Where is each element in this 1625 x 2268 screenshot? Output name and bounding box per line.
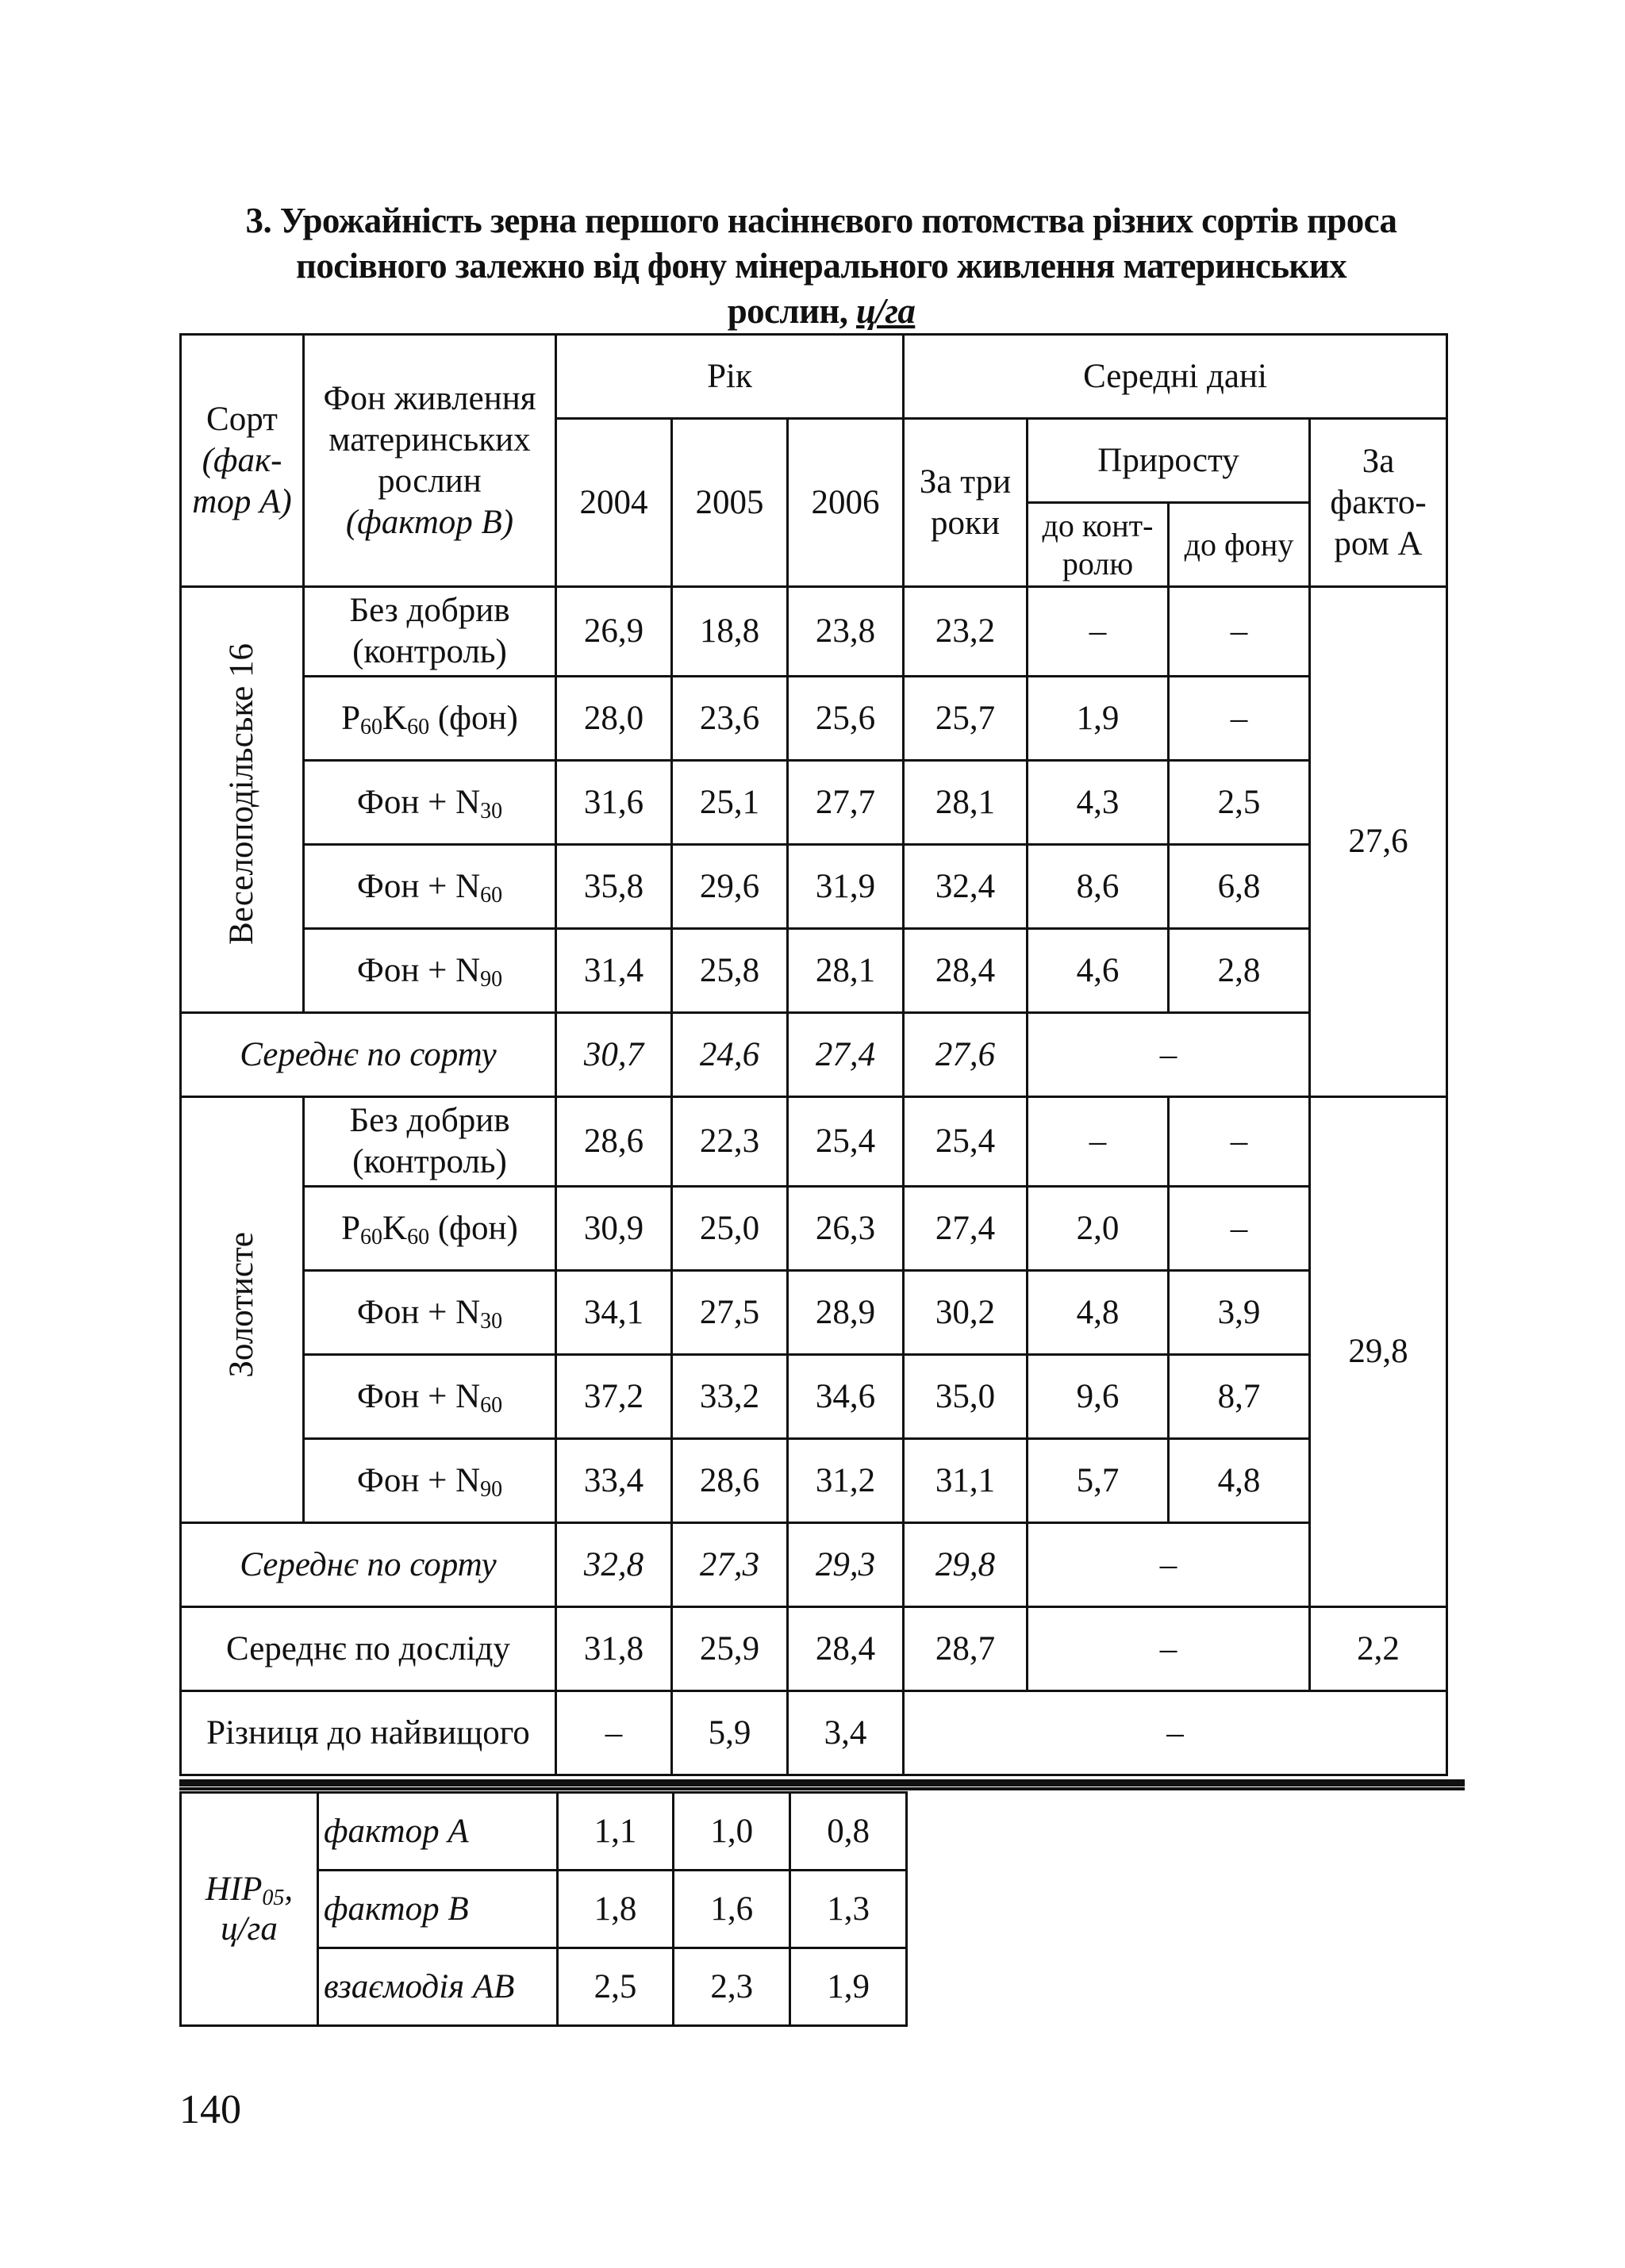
value-cell: 23,2 xyxy=(904,587,1028,677)
value-cell: – xyxy=(1028,587,1169,677)
value-cell: 32,4 xyxy=(904,845,1028,929)
group-name-cell xyxy=(181,587,304,1013)
table-row xyxy=(181,845,1447,929)
value-cell: 29,6 xyxy=(672,845,788,929)
fon-cell: Фон + $N_{30}$ xyxy=(304,1271,556,1355)
header-to-control: до конт-ролю xyxy=(1028,503,1169,587)
dash-cell: – xyxy=(1028,1523,1310,1607)
table-row xyxy=(181,587,1447,677)
value-cell: 28,0 xyxy=(556,677,672,761)
table-row xyxy=(181,1355,1447,1439)
value-cell: 22,3 xyxy=(672,1097,788,1187)
value-cell: 3,4 xyxy=(788,1691,904,1775)
value-cell: 28,6 xyxy=(672,1439,788,1523)
table-caption xyxy=(175,198,1468,334)
factor-avg-cell: 27,6 xyxy=(1310,587,1447,1097)
value-cell: 28,4 xyxy=(788,1607,904,1691)
value-cell: 27,4 xyxy=(904,1187,1028,1271)
value-cell: 6,8 xyxy=(1169,845,1310,929)
value-cell: – xyxy=(556,1691,672,1775)
table-row xyxy=(181,1793,907,1871)
value-cell: 33,2 xyxy=(672,1355,788,1439)
experiment-average-row xyxy=(181,1607,1447,1691)
value-cell: 2,0 xyxy=(1028,1187,1169,1271)
value-cell: 0,8 xyxy=(790,1793,907,1871)
value-cell: 28,9 xyxy=(788,1271,904,1355)
value-cell: 18,8 xyxy=(672,587,788,677)
value-cell: 32,8 xyxy=(556,1523,672,1607)
value-cell: 29,3 xyxy=(788,1523,904,1607)
table-row xyxy=(181,677,1447,761)
lsd-row-label: фактор А xyxy=(317,1793,557,1871)
fon-cell: Фон + $N_{60}$ xyxy=(304,845,556,929)
fon-cell: Фон + $N_{90}$ xyxy=(304,929,556,1013)
lsd-row-label: взаємодія АВ xyxy=(317,1948,557,2026)
value-cell: 24,6 xyxy=(672,1013,788,1097)
value-cell: 4,8 xyxy=(1028,1271,1169,1355)
value-cell: 33,4 xyxy=(556,1439,672,1523)
value-cell: 31,1 xyxy=(904,1439,1028,1523)
fon-cell: Фон + $N_{90}$ xyxy=(304,1439,556,1523)
value-cell: 25,9 xyxy=(672,1607,788,1691)
header-year: Рік xyxy=(556,335,904,419)
value-cell: 28,6 xyxy=(556,1097,672,1187)
table-row xyxy=(181,1439,1447,1523)
yield-table xyxy=(179,333,1448,1776)
double-rule xyxy=(179,1779,1465,1790)
value-cell: 29,8 xyxy=(904,1523,1028,1607)
header-to-fon: до фону xyxy=(1169,503,1310,587)
group-average-row xyxy=(181,1523,1447,1607)
caption-line-1: 3. Урожайність зерна першого насіннєвого потомства різних сортів проса xyxy=(245,201,1397,240)
dash-cell: – xyxy=(1028,1013,1310,1097)
value-cell: 27,7 xyxy=(788,761,904,845)
value-cell: 23,6 xyxy=(672,677,788,761)
value-cell: 26,9 xyxy=(556,587,672,677)
dash-cell: – xyxy=(1028,1607,1310,1691)
value-cell: 31,9 xyxy=(788,845,904,929)
value-cell: 2,5 xyxy=(557,1948,674,2026)
value-cell: 31,8 xyxy=(556,1607,672,1691)
caption-unit: ц/га xyxy=(856,291,916,331)
group-average-row xyxy=(181,1013,1447,1097)
difference-row xyxy=(181,1691,1447,1775)
value-cell: 34,6 xyxy=(788,1355,904,1439)
header-by-factor: За факто-ром А xyxy=(1310,419,1447,587)
fon-cell: $P_{60}K_{60}$ (фон) xyxy=(304,677,556,761)
value-cell: 9,6 xyxy=(1028,1355,1169,1439)
value-cell: – xyxy=(1169,1097,1310,1187)
value-cell: 35,8 xyxy=(556,845,672,929)
header-fon: Фон живлення материнських рослин (фактор В) xyxy=(304,335,556,587)
factor-avg-cell: 29,8 xyxy=(1310,1097,1447,1607)
value-cell: 5,7 xyxy=(1028,1439,1169,1523)
value-cell: 31,4 xyxy=(556,929,672,1013)
value-cell: 31,2 xyxy=(788,1439,904,1523)
fon-cell: Без добрив (контроль) xyxy=(304,1097,556,1187)
header-average: Середні дані xyxy=(904,335,1447,419)
value-cell: 4,3 xyxy=(1028,761,1169,845)
fon-cell: Фон + $N_{60}$ xyxy=(304,1355,556,1439)
difference-label: Різниця до найвищого xyxy=(181,1691,556,1775)
header-sort: Сорт (фак-тор А) xyxy=(181,335,304,587)
value-cell: 28,7 xyxy=(904,1607,1028,1691)
value-cell: 28,1 xyxy=(788,929,904,1013)
value-cell: 1,0 xyxy=(674,1793,790,1871)
header-growth: Приросту xyxy=(1028,419,1310,503)
page-number: 140 xyxy=(179,2087,241,2132)
value-cell: 8,6 xyxy=(1028,845,1169,929)
header-year-2005: 2005 xyxy=(672,419,788,587)
value-cell: – xyxy=(1028,1097,1169,1187)
value-cell: 4,8 xyxy=(1169,1439,1310,1523)
value-cell: 27,4 xyxy=(788,1013,904,1097)
value-cell: 2,3 xyxy=(674,1948,790,2026)
value-cell: 25,8 xyxy=(672,929,788,1013)
group-name: Веселоподільське 16 xyxy=(223,643,260,946)
value-cell: 34,1 xyxy=(556,1271,672,1355)
value-cell: 30,7 xyxy=(556,1013,672,1097)
value-cell: 27,3 xyxy=(672,1523,788,1607)
caption-line-3: рослин, ц/га xyxy=(727,291,916,331)
lsd-row-label: фактор В xyxy=(317,1871,557,1948)
value-cell: 30,9 xyxy=(556,1187,672,1271)
value-cell: 37,2 xyxy=(556,1355,672,1439)
value-cell: 28,1 xyxy=(904,761,1028,845)
value-cell: 5,9 xyxy=(672,1691,788,1775)
experiment-average-label: Середнє по досліду xyxy=(181,1607,556,1691)
lsd-table xyxy=(179,1791,908,2027)
value-cell: 25,1 xyxy=(672,761,788,845)
value-cell: 2,8 xyxy=(1169,929,1310,1013)
value-cell: 31,6 xyxy=(556,761,672,845)
table-row xyxy=(181,1271,1447,1355)
value-cell: 25,0 xyxy=(672,1187,788,1271)
header-three-years: За три роки xyxy=(904,419,1028,587)
value-cell: 4,6 xyxy=(1028,929,1169,1013)
group-average-label: Середнє по сорту xyxy=(181,1523,556,1607)
value-cell: 2,5 xyxy=(1169,761,1310,845)
value-cell: 1,6 xyxy=(674,1871,790,1948)
table-row xyxy=(181,761,1447,845)
value-cell: – xyxy=(1169,677,1310,761)
fon-cell: $P_{60}K_{60}$ (фон) xyxy=(304,1187,556,1271)
value-cell: 28,4 xyxy=(904,929,1028,1013)
value-cell: 26,3 xyxy=(788,1187,904,1271)
table-row xyxy=(181,1097,1447,1187)
group-name-cell xyxy=(181,1097,304,1523)
value-cell: 25,7 xyxy=(904,677,1028,761)
value-cell: 1,9 xyxy=(1028,677,1169,761)
value-cell: 3,9 xyxy=(1169,1271,1310,1355)
table-row xyxy=(181,1187,1447,1271)
value-cell: 1,1 xyxy=(557,1793,674,1871)
header-year-2004: 2004 xyxy=(556,419,672,587)
value-cell: 8,7 xyxy=(1169,1355,1310,1439)
value-cell: – xyxy=(1169,587,1310,677)
value-cell: 25,6 xyxy=(788,677,904,761)
value-cell: 1,3 xyxy=(790,1871,907,1948)
value-cell: 25,4 xyxy=(904,1097,1028,1187)
header-year-2006: 2006 xyxy=(788,419,904,587)
value-cell: 30,2 xyxy=(904,1271,1028,1355)
group-average-label: Середнє по сорту xyxy=(181,1013,556,1097)
fon-cell: Фон + $N_{30}$ xyxy=(304,761,556,845)
value-cell: 1,8 xyxy=(557,1871,674,1948)
value-cell: 27,6 xyxy=(904,1013,1028,1097)
value-cell: 23,8 xyxy=(788,587,904,677)
table-row xyxy=(181,929,1447,1013)
value-cell: – xyxy=(1169,1187,1310,1271)
fon-cell: Без добрив (контроль) xyxy=(304,587,556,677)
value-cell: 1,9 xyxy=(790,1948,907,2026)
dash-cell: – xyxy=(904,1691,1447,1775)
caption-line-2: посівного залежно від фону мінерального живлення материнських xyxy=(296,246,1346,286)
value-cell: 35,0 xyxy=(904,1355,1028,1439)
group-name: Золотисте xyxy=(223,1231,260,1378)
value-cell: 27,5 xyxy=(672,1271,788,1355)
lsd-label: $HIP_{05}$, ц/га xyxy=(181,1793,318,2026)
value-cell: 25,4 xyxy=(788,1097,904,1187)
value-cell: 2,2 xyxy=(1310,1607,1447,1691)
